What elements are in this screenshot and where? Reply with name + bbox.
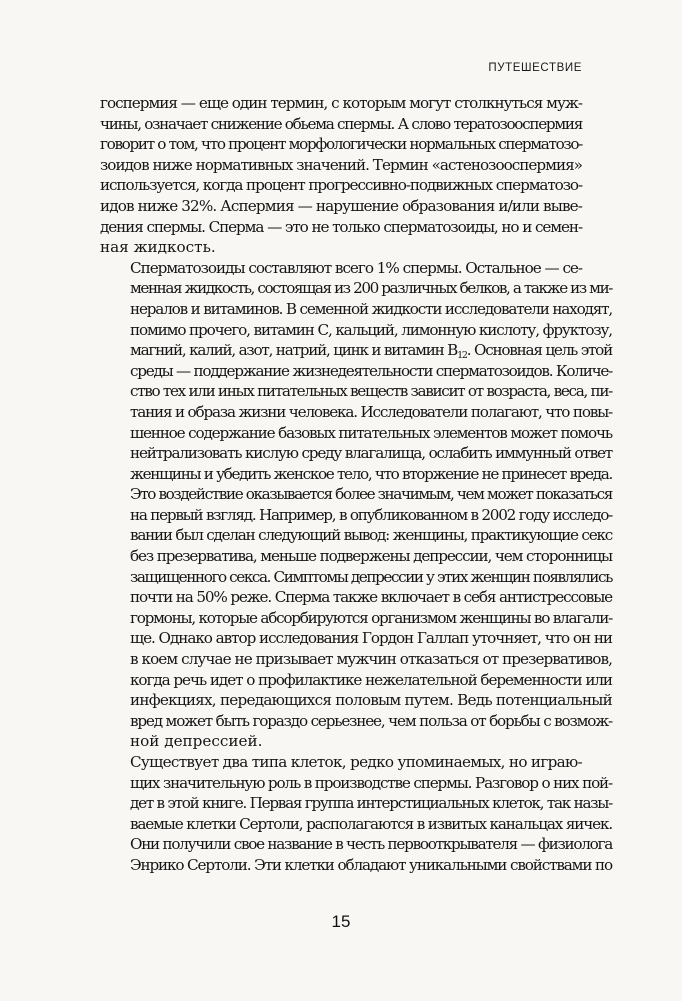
text-segment: . Основная цель этой [466, 341, 612, 360]
text-line: вред может быть гораздо серьезнее, чем польза от борьбы с возмож- [130, 711, 612, 730]
text-line: тания и образа жизни человека. Исследователи полагают, что повы- [130, 402, 612, 421]
text-line: гормоны, которые абсорбируются организмом женщины во влагали- [130, 608, 612, 627]
text-line: чины, означает снижение обьема спермы. А слово тератозооспермия [100, 114, 582, 133]
text-line: нералов и витаминов. В семенной жидкости исследователи находят, [130, 299, 612, 318]
text-line: почти на 50% реже. Сперма также включает в себя антистрессовые [130, 588, 612, 607]
text-line: Это воздействие оказывается более значимым, чем может показаться [130, 485, 612, 504]
text-line: щих значительную роль в производстве спермы. Разговор о них пой- [130, 773, 612, 792]
text-line: ще. Однако автор исследования Гордон Галлап уточняет, что он ни [130, 629, 612, 648]
text-line: ство тех или иных питательных веществ зависит от возраста, веса, пи- [130, 382, 612, 401]
text-line: в коем случае не призывает мужчин отказаться от презервативов, [130, 650, 612, 669]
text-line: зоидов ниже нормативных значений. Термин «астенозооспермия» [100, 155, 582, 174]
text-line: на первый взгляд. Например, в опубликованном в 2002 году исследо- [130, 505, 612, 524]
text-line: без презерватива, меньше подвержены депрессии, чем сторонницы [130, 547, 612, 566]
text-line: ная жидкость. [100, 238, 216, 257]
page-number: 15 [331, 912, 351, 931]
text-line: среды — поддержание жизнедеятельности сперматозоидов. Количе- [130, 361, 612, 380]
text-line: нейтрализовать кислую среду влагалища, ослабить иммунный ответ [130, 444, 612, 463]
text-line: помимо прочего, витамин С, кальций, лимонную кислоту, фруктозу, [130, 320, 612, 339]
text-line: Энрико Сертоли. Эти клетки обладают уникальными свойствами по [130, 855, 612, 874]
text-line: Они получили свое название в честь первооткрывателя — физиолога [130, 835, 612, 854]
paragraph-1 [100, 93, 582, 258]
text-line: защищенного секса. Симптомы депрессии у этих женщин появлялись [130, 567, 612, 586]
text-line: говорит о том, что процент морфологически нормальных сперматозо- [100, 135, 582, 154]
text-line: женщины и убедить женское тело, что вторжение не принесет вреда. [130, 464, 612, 483]
text-line: Существует два типа клеток, редко упоминаемых, но играю- [130, 753, 582, 771]
text-line: менная жидкость, состоящая из 200 различных белков, а также из ми- [130, 279, 612, 298]
paragraph-3 [100, 752, 612, 876]
text-line: дет в этой книге. Первая группа интерстициальных клеток, так назы- [130, 794, 612, 813]
text-line: ваемые клетки Сертоли, располагаются в извитых канальцах яичек. [130, 814, 612, 833]
text-line: госпермия — еще один термин, с которым могут столкнуться муж- [100, 94, 582, 112]
text-line: дения спермы. Сперма — это не только сперматозоиды, но и семен- [100, 217, 582, 236]
text-line: используется, когда процент прогрессивно-подвижных сперматозо- [100, 176, 582, 195]
text-line: идов ниже 32%. Аспермия — нарушение образования и/или выве- [100, 196, 582, 215]
text-line: вании был сделан следующий вывод: женщины, практикующие секс [130, 526, 612, 545]
text-segment: магний, калий, азот, натрий, цинк и витамин В [130, 341, 458, 360]
text-line: когда речь идет о профилактике нежелательной беременности или [130, 670, 612, 689]
text-line: ной депрессией. [130, 732, 263, 751]
subscript: 12 [457, 350, 467, 362]
text-line: Сперматозоиды составляют всего 1% спермы. Остальное — се- [130, 258, 582, 277]
text-line: шенное содержание базовых питательных элементов может помочь [130, 423, 612, 442]
body-text [100, 93, 612, 876]
running-head: ПУТЕШЕСТВИЕ [488, 62, 582, 74]
text-line: инфекциях, передающихся половым путем. Ведь потенциальный [130, 691, 612, 710]
paragraph-2 [100, 258, 612, 752]
text-line-vitamin [100, 340, 612, 362]
